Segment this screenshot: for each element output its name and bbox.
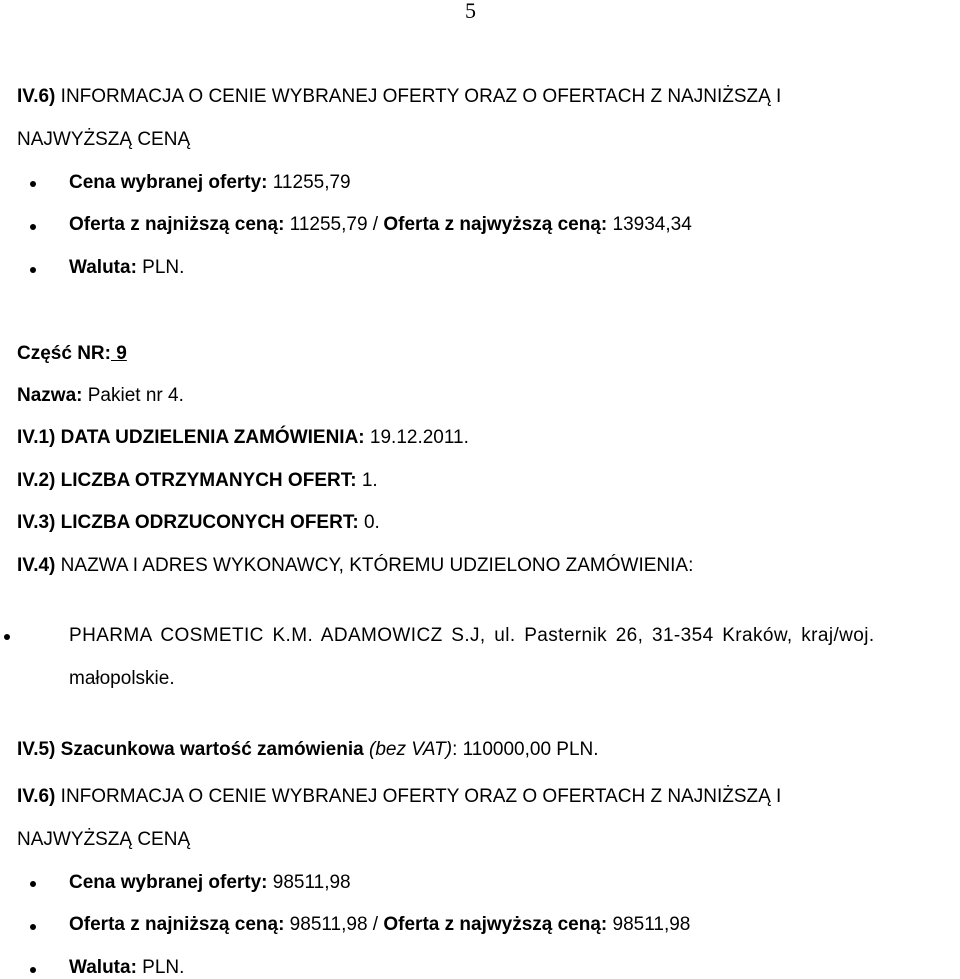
highest-price-value: 13934,34	[607, 214, 692, 235]
heading-rest: INFORMACJA O CENIE WYBRANEJ OFERTY ORAZ O OFERTACH Z NAJNIŻSZĄ I	[55, 86, 782, 107]
contractor-heading-rest: NAZWA I ADRES WYKONAWCY, KTÓREMU UDZIELONO ZAMÓWIENIA:	[55, 555, 694, 576]
page-number: 5	[465, 0, 476, 23]
currency-value-2: PLN.	[136, 957, 185, 978]
bullet-icon	[30, 881, 36, 887]
estimated-value	[17, 739, 599, 761]
currency-label: Waluta:	[69, 257, 137, 278]
section-heading-2	[17, 786, 781, 808]
bullet-icon	[4, 634, 10, 640]
part-number	[17, 343, 127, 365]
rejected-count-value: 0.	[358, 512, 380, 533]
section-heading-cont: NAJWYŻSZĄ CENĄ	[17, 129, 191, 150]
estimated-value-amount: : 110000,00 PLN.	[452, 739, 599, 760]
award-date	[17, 427, 469, 449]
part-name	[17, 385, 184, 407]
price-range-2	[69, 914, 690, 936]
part-number-value: 9	[110, 343, 127, 364]
contractor-number: IV.4)	[17, 555, 56, 576]
estimated-value-vat: (bez VAT)	[363, 739, 453, 760]
currency	[69, 257, 184, 279]
offers-count	[17, 470, 378, 492]
separator-2: /	[367, 914, 384, 935]
lowest-price-value-2: 98511,98	[284, 914, 368, 935]
offers-count-value: 1.	[356, 470, 378, 491]
highest-price-label-2: Oferta z najwyższą ceną:	[383, 914, 608, 935]
selected-price-value: 11255,79	[267, 172, 351, 193]
heading-number-2: IV.6)	[17, 786, 56, 807]
contractor-heading	[17, 555, 693, 577]
rejected-count	[17, 512, 380, 534]
selected-price-label-2: Cena wybranej oferty:	[69, 872, 268, 893]
heading-number: IV.6)	[17, 86, 56, 107]
lowest-price-label: Oferta z najniższą ceną:	[69, 214, 285, 235]
section-heading-cont-2: NAJWYŻSZĄ CENĄ	[17, 829, 191, 850]
offers-count-label: IV.2) LICZBA OTRZYMANYCH OFERT:	[17, 470, 357, 491]
separator: /	[367, 214, 384, 235]
bullet-icon	[30, 224, 36, 230]
selected-price-label: Cena wybranej oferty:	[69, 172, 268, 193]
rejected-count-label: IV.3) LICZBA ODRZUCONYCH OFERT:	[17, 512, 359, 533]
currency-value: PLN.	[136, 257, 185, 278]
lowest-price-label-2: Oferta z najniższą ceną:	[69, 914, 285, 935]
selected-price-value-2: 98511,98	[267, 872, 351, 893]
bullet-icon	[30, 924, 36, 930]
heading-rest-2: INFORMACJA O CENIE WYBRANEJ OFERTY ORAZ O OFERTACH Z NAJNIŻSZĄ I	[55, 786, 782, 807]
award-date-label: IV.1) DATA UDZIELENIA ZAMÓWIENIA:	[17, 427, 365, 448]
estimated-value-label: IV.5) Szacunkowa wartość zamówienia	[17, 739, 364, 760]
contractor-address-line1: PHARMA COSMETIC K.M. ADAMOWICZ S.J, ul. Pasternik 26, 31-354 Kraków, kraj/woj.	[69, 625, 875, 646]
selected-price	[69, 172, 351, 194]
selected-price-2	[69, 872, 351, 894]
highest-price-label: Oferta z najwyższą ceną:	[383, 214, 608, 235]
bullet-icon	[30, 181, 36, 187]
award-date-value: 19.12.2011.	[364, 427, 469, 448]
lowest-price-value: 11255,79	[284, 214, 368, 235]
price-range	[69, 214, 692, 236]
bullet-icon	[30, 967, 36, 973]
currency-label-2: Waluta:	[69, 957, 137, 978]
part-label: Część NR:	[17, 343, 111, 364]
bullet-icon	[30, 267, 36, 273]
part-name-value: Pakiet nr 4.	[82, 385, 184, 406]
contractor-address-line2: małopolskie.	[69, 668, 175, 689]
part-name-label: Nazwa:	[17, 385, 83, 406]
section-heading	[17, 86, 781, 108]
highest-price-value-2: 98511,98	[607, 914, 691, 935]
